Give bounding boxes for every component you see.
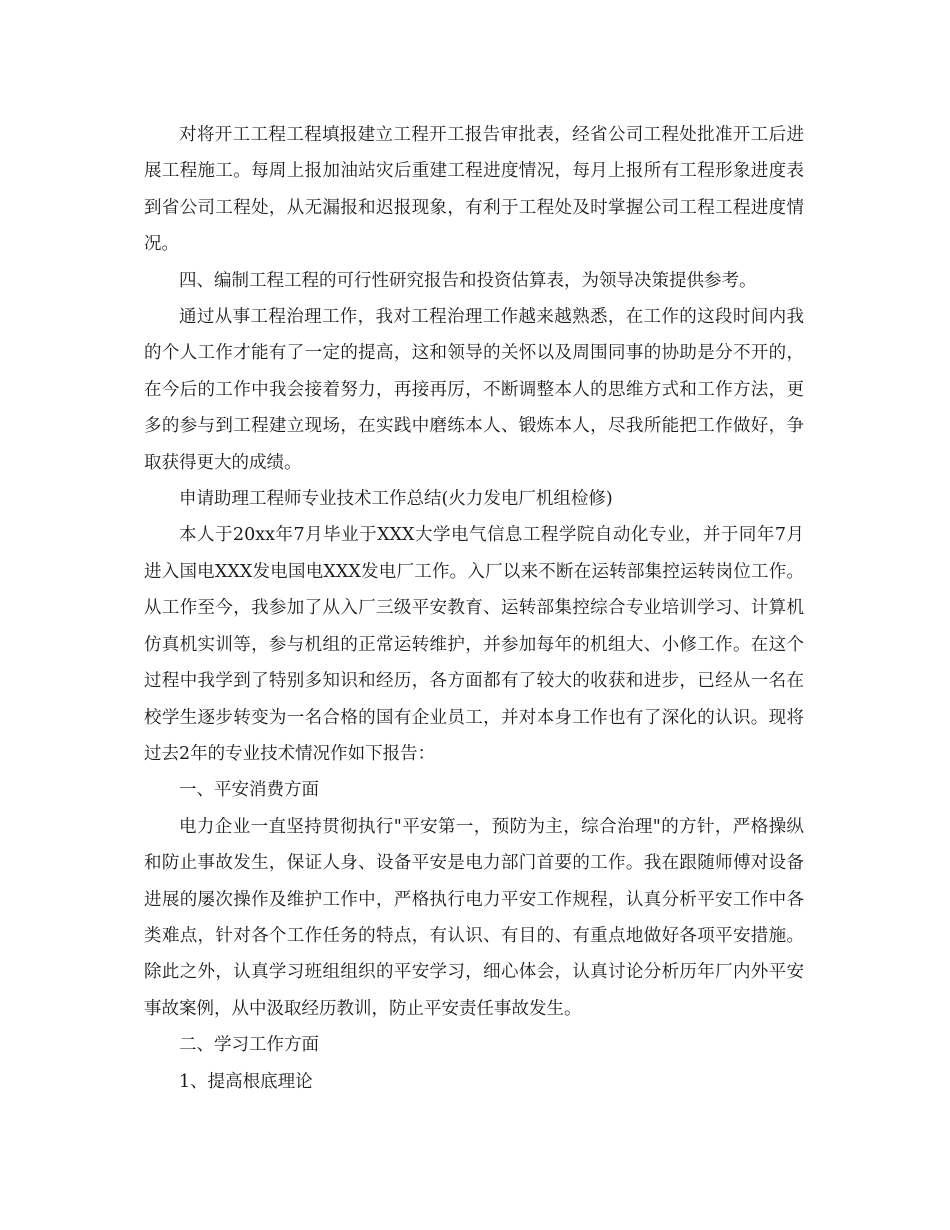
document-body <box>144 117 804 1100</box>
paragraph-project-start-report: 对将开工工程工程填报建立工程开工报告审批表，经省公司工程处批准开工后进展工程施工。每周上报加油站灾后重建工程进度情况，每月上报所有工程形象进度表到省公司工程处，从无漏报和迟报现象，有利于工程处及时掌握公司工程工程进度情况。 <box>144 125 804 255</box>
subheading-basic-theory: 1、提高根底理论 <box>179 1071 313 1092</box>
heading-safety: 一、平安消费方面 <box>179 780 319 801</box>
section-title-summary: 申请助理工程师专业技术工作总结(火力发电厂机组检修) <box>179 489 613 510</box>
paragraph-safety: 电力企业一直坚持贯彻执行"平安第一，预防为主，综合治理"的方针，严格操纵和防止事故发生，保证人身、设备平安是电力部门首要的工作。我在跟随师傅对设备进展的屡次操作及维护工作中，严格执行电力平安工作规程，认真分析平安工作中各类难点，针对各个工作任务的特点，有认识、有目的、有重点地做好各项平安措施。除此之外，认真学习班组组织的平安学习，细心体会，认真讨论分析历年厂内外平安事故案例，从中汲取经历教训，防止平安责任事故发生。 <box>144 816 804 1019</box>
paragraph-personal-background: 本人于20xx年7月毕业于XXX大学电气信息工程学院自动化专业，并于同年7月进入国电XXX发电国电XXX发电厂工作。入厂以来不断在运转部集控运转岗位工作。从工作至今，我参加了从入厂三级平安教育、运转部集控综合专业培训学习、计算机仿真机实训等，参与机组的正常运转维护，并参加每年的机组大、小修工作。在这个过程中我学到了特别多知识和经历，各方面都有了较大的收获和进步，已经从一名在校学生逐步转变为一名合格的国有企业员工，并对本身工作也有了深化的认识。现将过去2年的专业技术情况作如下报告： <box>144 525 804 764</box>
heading-study-work: 二、学习工作方面 <box>179 1035 319 1056</box>
paragraph-feasibility-report: 四、编制工程工程的可行性研究报告和投资估算表，为领导决策提供参考。 <box>179 270 757 291</box>
paragraph-work-reflection: 通过从事工程治理工作，我对工程治理工作越来越熟悉，在工作的这段时间内我的个人工作才能有了一定的提高，这和领导的关怀以及周围同事的协助是分不开的，在今后的工作中我会接着努力，再接再厉，不断调整本人的思维方式和工作方法，更多的参与到工程建立现场，在实践中磨练本人、锻炼本人，尽我所能把工作做好，争取获得更大的成绩。 <box>144 307 804 473</box>
